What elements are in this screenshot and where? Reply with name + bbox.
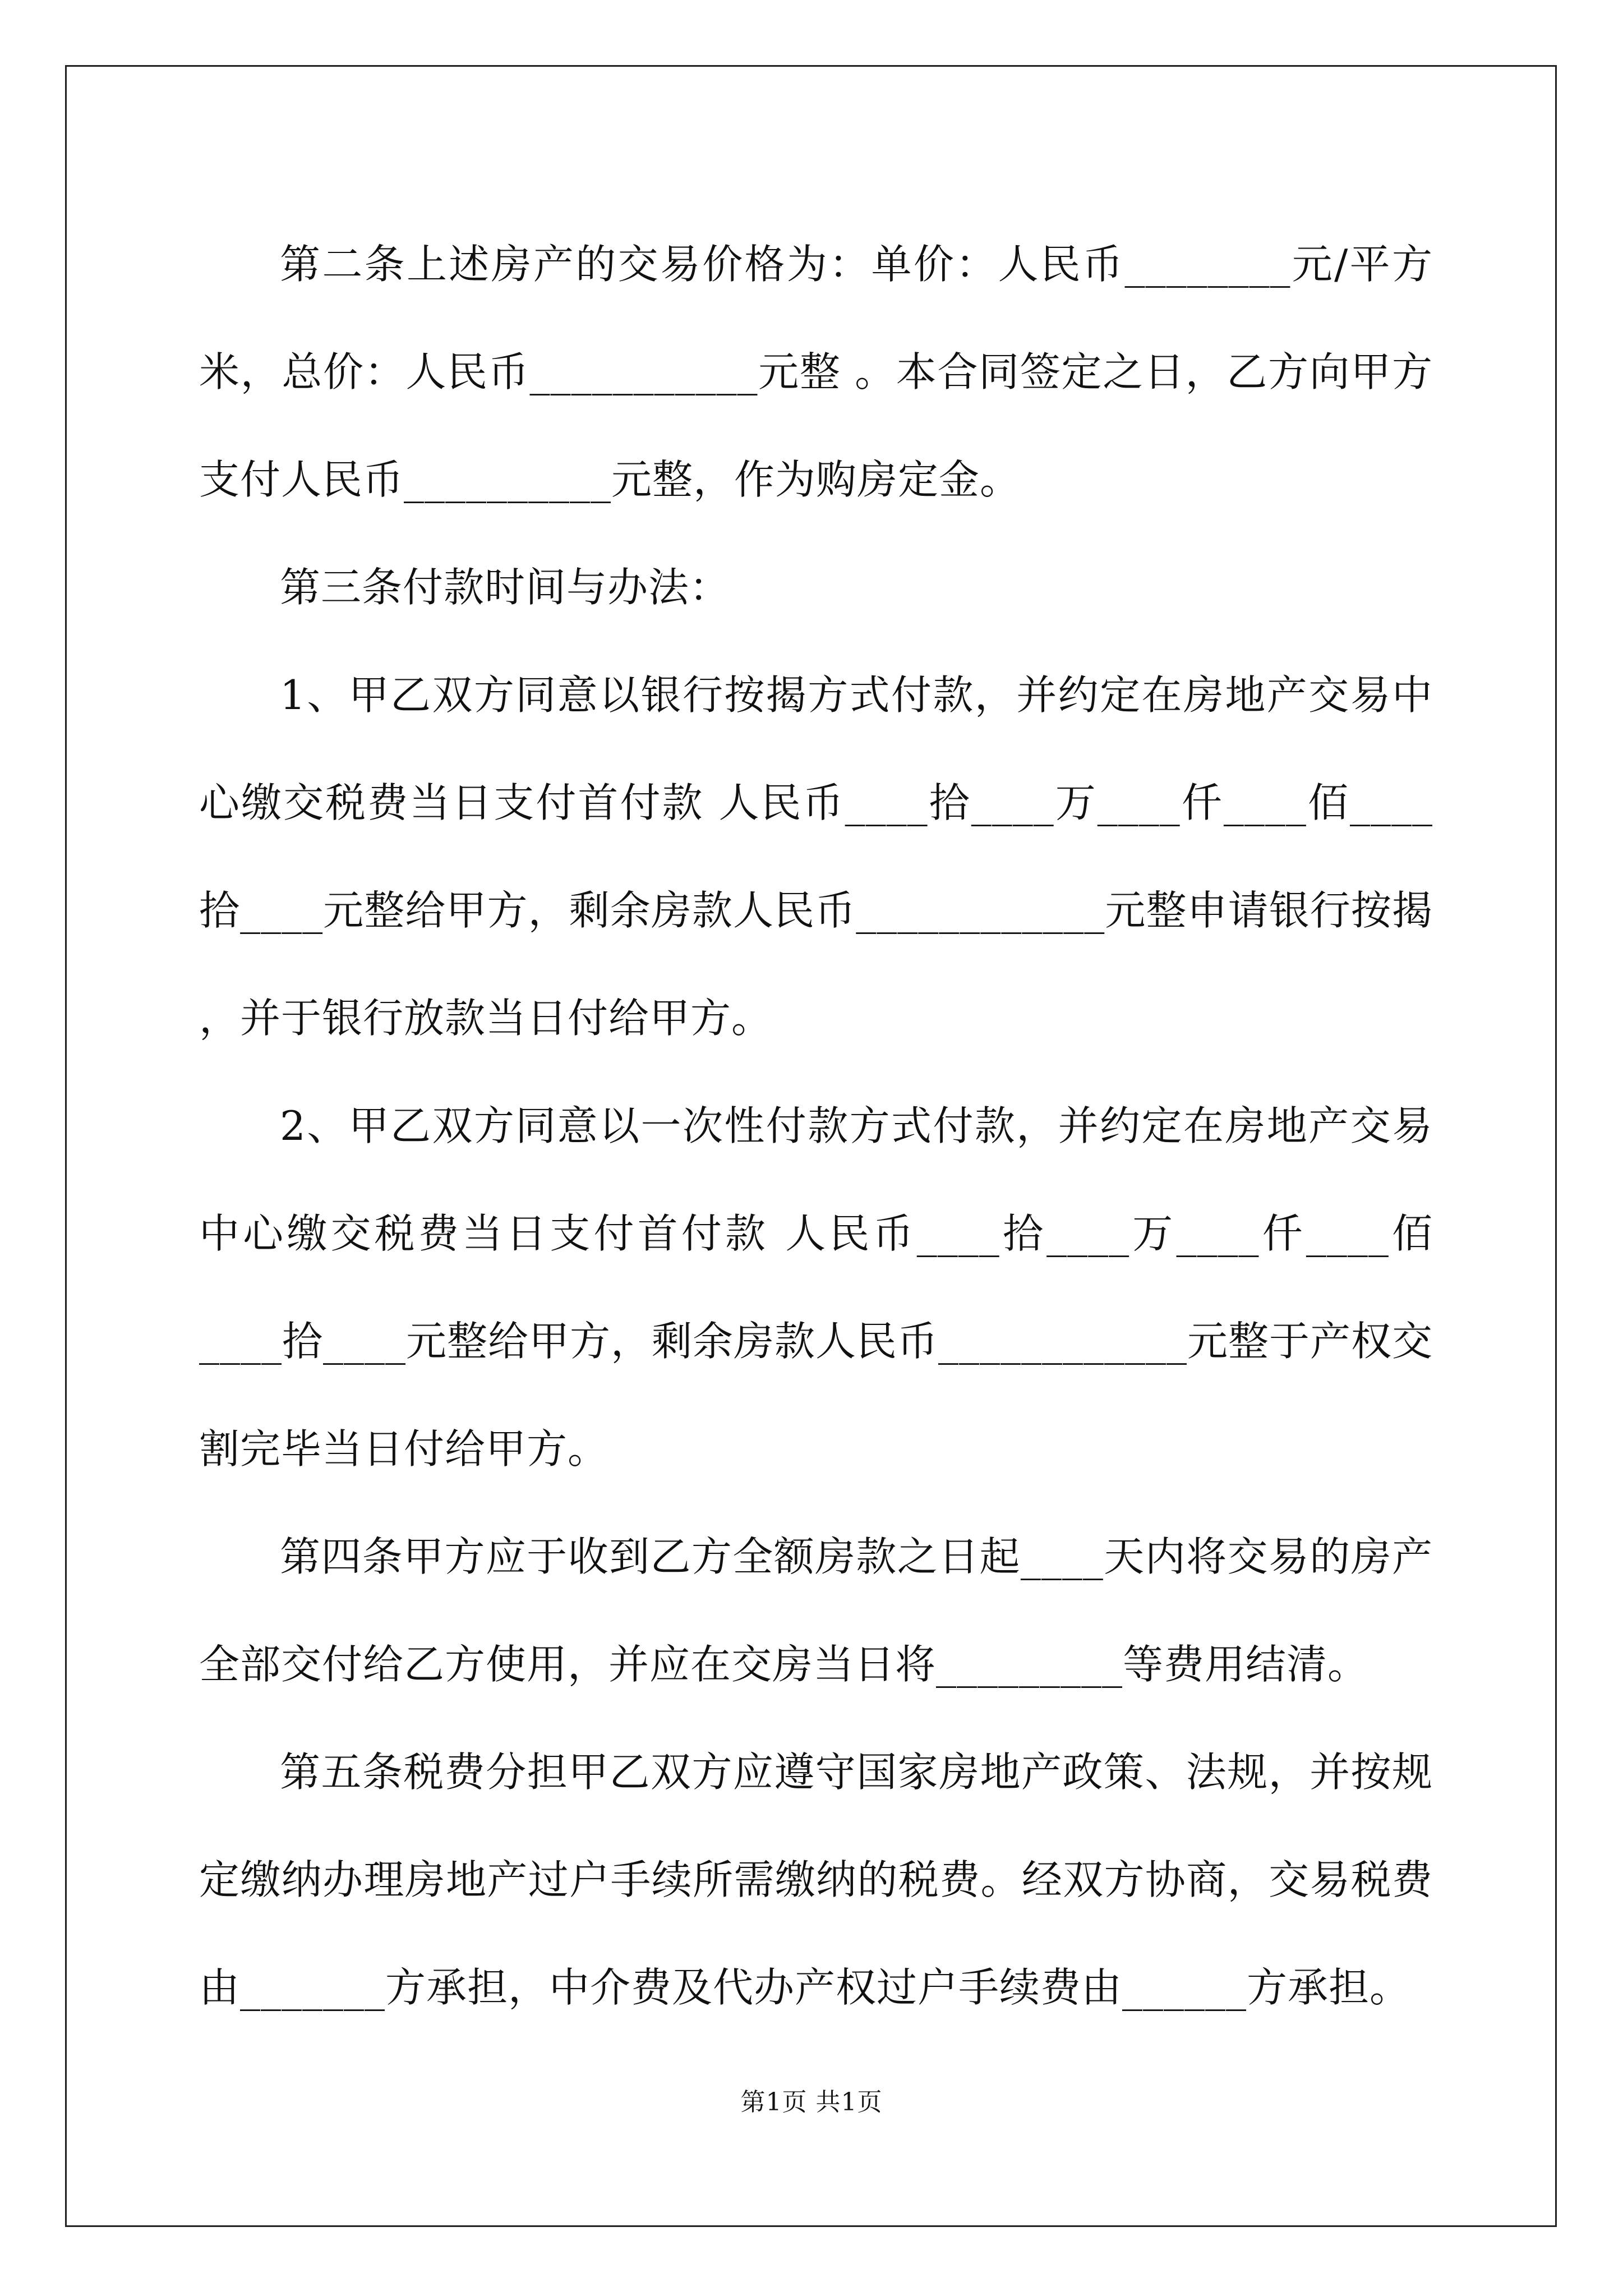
clause-3-item-1: 1、甲乙双方同意以银行按揭方式付款，并约定在房地产交易中心缴交税费当日支付首付款 人民币____拾____万____仟____佰____拾____元整给甲方，剩余房款人民币____________元整申请银行按揭 ，并于银行放款当日付给甲方。 — [199, 671, 1433, 1042]
clause-3-heading: 第三条付款时间与办法： — [280, 564, 731, 611]
clause-5-taxes: 第五条税费分担甲乙双方应遵守国家房地产政策、法规，并按规定缴纳办理房地产过户手续所需缴纳的税费。经双方协商，交易税费由_______方承担，中介费及代办产权过户手续费由______方承担。 — [199, 1749, 1433, 2011]
clause-4-delivery: 第四条甲方应于收到乙方全额房款之日起____天内将交易的房产全部交付给乙方使用，并应在交房当日将_________等费用结清。 — [199, 1533, 1433, 1688]
page-number-footer: 第1页 共1页 — [740, 2088, 883, 2116]
clause-2-price: 第二条上述房产的交易价格为：单价：人民币________元/平方米，总价：人民币___________元整 。本合同签定之日，乙方向甲方支付人民币__________元整，作为购房定金。 — [199, 241, 1433, 503]
document-body — [199, 210, 1433, 2041]
clause-3-item-2: 2、甲乙双方同意以一次性付款方式付款，并约定在房地产交易中心缴交税费当日支付首付款 人民币____拾____万____仟____佰____拾____元整给甲方，剩余房款人民币____________元整于产权交割完毕当日付给甲方。 — [199, 1102, 1433, 1473]
